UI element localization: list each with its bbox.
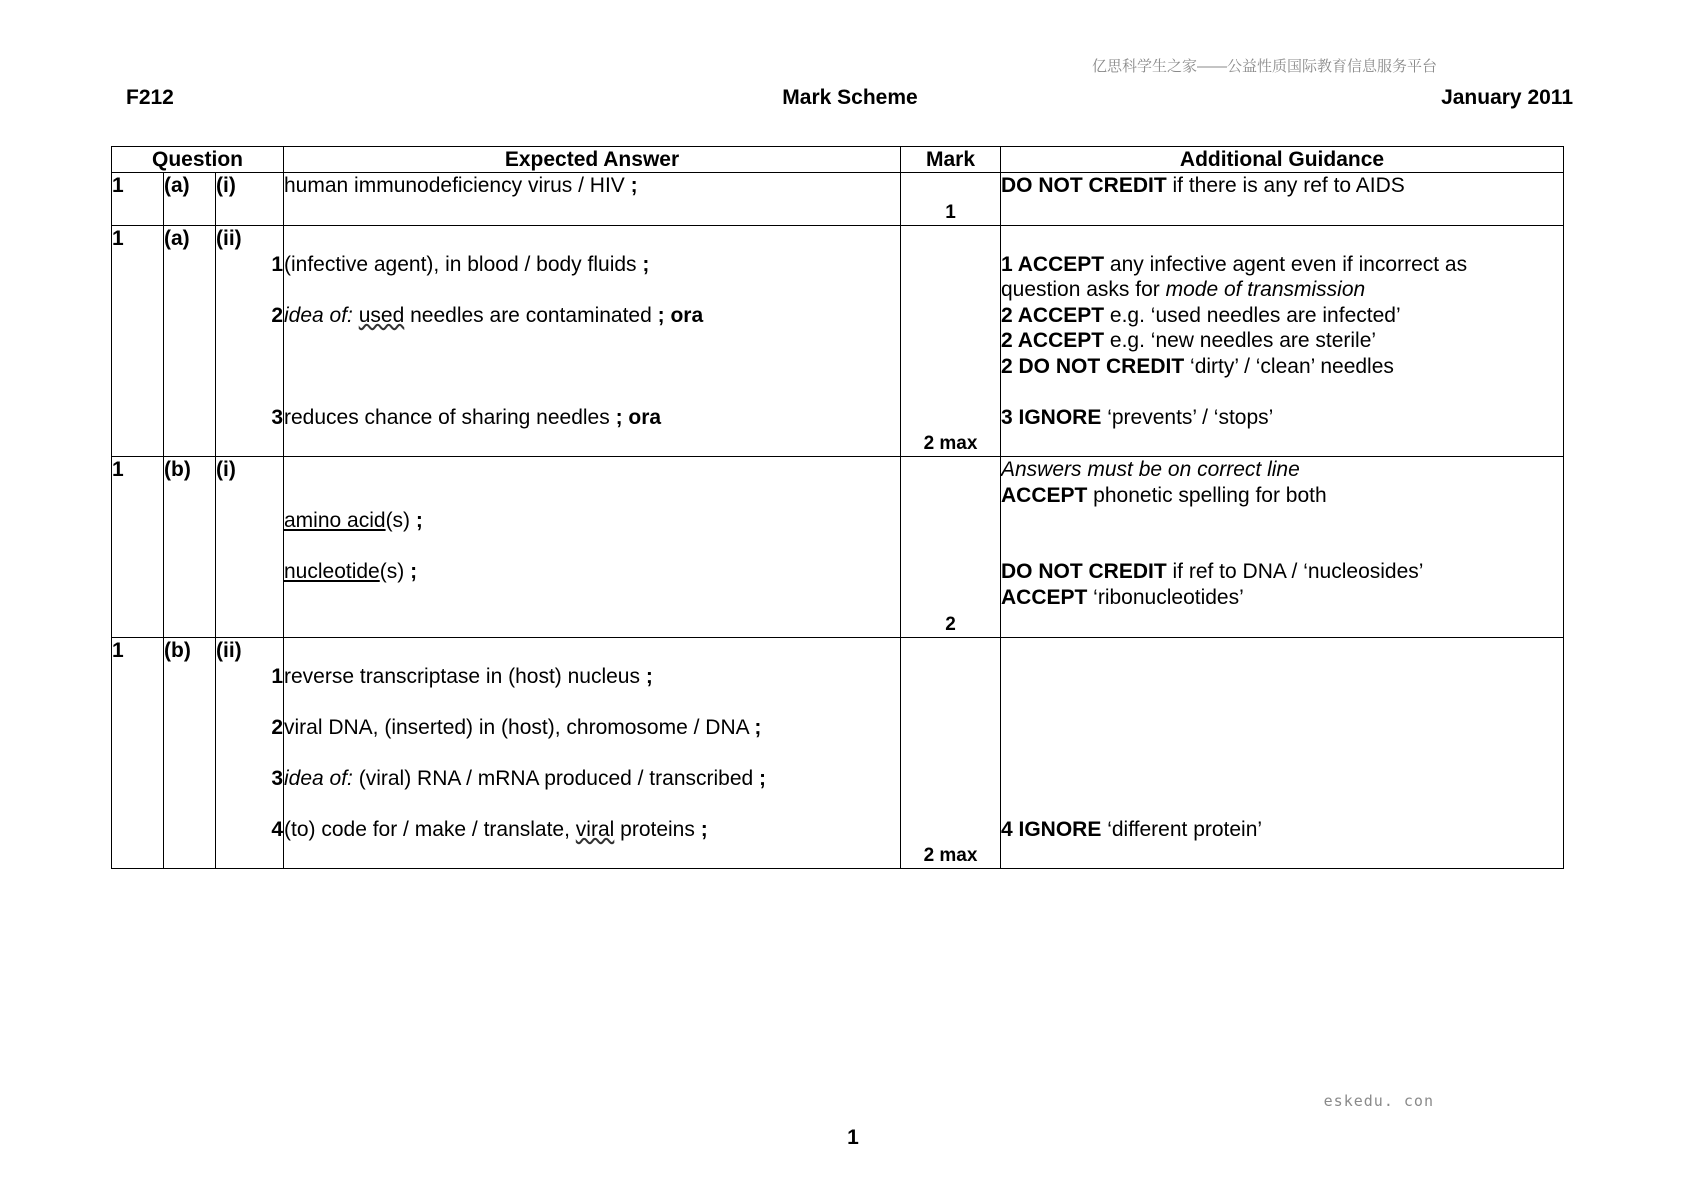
question-subpart: (i) — [216, 173, 284, 226]
mark-cell: 2 max — [901, 638, 1001, 869]
expected-answer: human immunodeficiency virus / HIV ; — [284, 173, 901, 226]
question-number: 1 — [112, 226, 164, 457]
question-subpart: (ii) 1 2 3 4 — [216, 638, 284, 869]
table-header-row — [112, 147, 1564, 173]
answer-point: idea of: used needles are contaminated ; ora — [284, 303, 704, 327]
question-number: 1 — [112, 638, 164, 869]
question-part: (b) — [164, 457, 216, 638]
table-row — [112, 457, 1564, 638]
document-title: Mark Scheme — [782, 86, 918, 109]
question-part: (a) — [164, 173, 216, 226]
answer-point: nucleotide(s) ; — [284, 560, 418, 583]
answer-point: reverse transcriptase in (host) nucleus ; — [284, 664, 653, 688]
answer-point: reduces chance of sharing needles ; ora — [284, 405, 662, 429]
watermark-bottom: eskedu. con — [1323, 1092, 1434, 1110]
mark-cell: 1 — [901, 173, 1001, 226]
additional-guidance: DO NOT CREDIT if there is any ref to AIDS — [1001, 173, 1564, 226]
answer-point: amino acid(s) ; — [284, 509, 423, 532]
column-header-question: Question — [112, 147, 284, 173]
expected-answer — [284, 638, 901, 869]
question-part: (b) — [164, 638, 216, 869]
expected-answer — [284, 457, 901, 638]
additional-guidance: 1 ACCEPT any infective agent even if incorrect as question asks for mode of transmission 2 ACCEPT e.g. ‘used needles are infected’ 2 ACCEPT e.g. ‘new needles are sterile’ 2 DO NOT CREDIT ‘dirty’ / ‘clean’ needles 3 IGNORE ‘prevents’ / ‘stops’ — [1001, 226, 1564, 457]
question-number: 1 — [112, 457, 164, 638]
question-subpart: (i) — [216, 457, 284, 638]
question-part: (a) — [164, 226, 216, 457]
answer-point: (to) code for / make / translate, viral proteins ; — [284, 817, 708, 841]
question-number: 1 — [112, 173, 164, 226]
page-number: 1 — [847, 1126, 859, 1149]
additional-guidance: 4 IGNORE ‘different protein’ — [1001, 638, 1564, 869]
exam-session: January 2011 — [1441, 86, 1573, 109]
mark-scheme-table — [111, 146, 1564, 869]
table-row — [112, 226, 1564, 457]
mark-cell: 2 — [901, 457, 1001, 638]
paper-code: F212 — [126, 86, 174, 109]
watermark-top: 亿思科学生之家——公益性质国际教育信息服务平台 — [1091, 58, 1437, 75]
table-row — [112, 638, 1564, 869]
answer-point: viral DNA, (inserted) in (host), chromosome / DNA ; — [284, 715, 762, 739]
expected-answer — [284, 226, 901, 457]
column-header-expected-answer: Expected Answer — [284, 147, 901, 173]
table-row — [112, 173, 1564, 226]
answer-point: (infective agent), in blood / body fluids ; — [284, 252, 650, 276]
mark-cell: 2 max — [901, 226, 1001, 457]
column-header-guidance: Additional Guidance — [1001, 147, 1564, 173]
additional-guidance: Answers must be on correct line ACCEPT phonetic spelling for both DO NOT CREDIT if ref to DNA / ‘nucleosides’ ACCEPT ‘ribonucleotides’ — [1001, 457, 1564, 638]
answer-point: idea of: (viral) RNA / mRNA produced / transcribed ; — [284, 766, 767, 790]
question-subpart: (ii) 1 2 3 — [216, 226, 284, 457]
column-header-mark: Mark — [901, 147, 1001, 173]
